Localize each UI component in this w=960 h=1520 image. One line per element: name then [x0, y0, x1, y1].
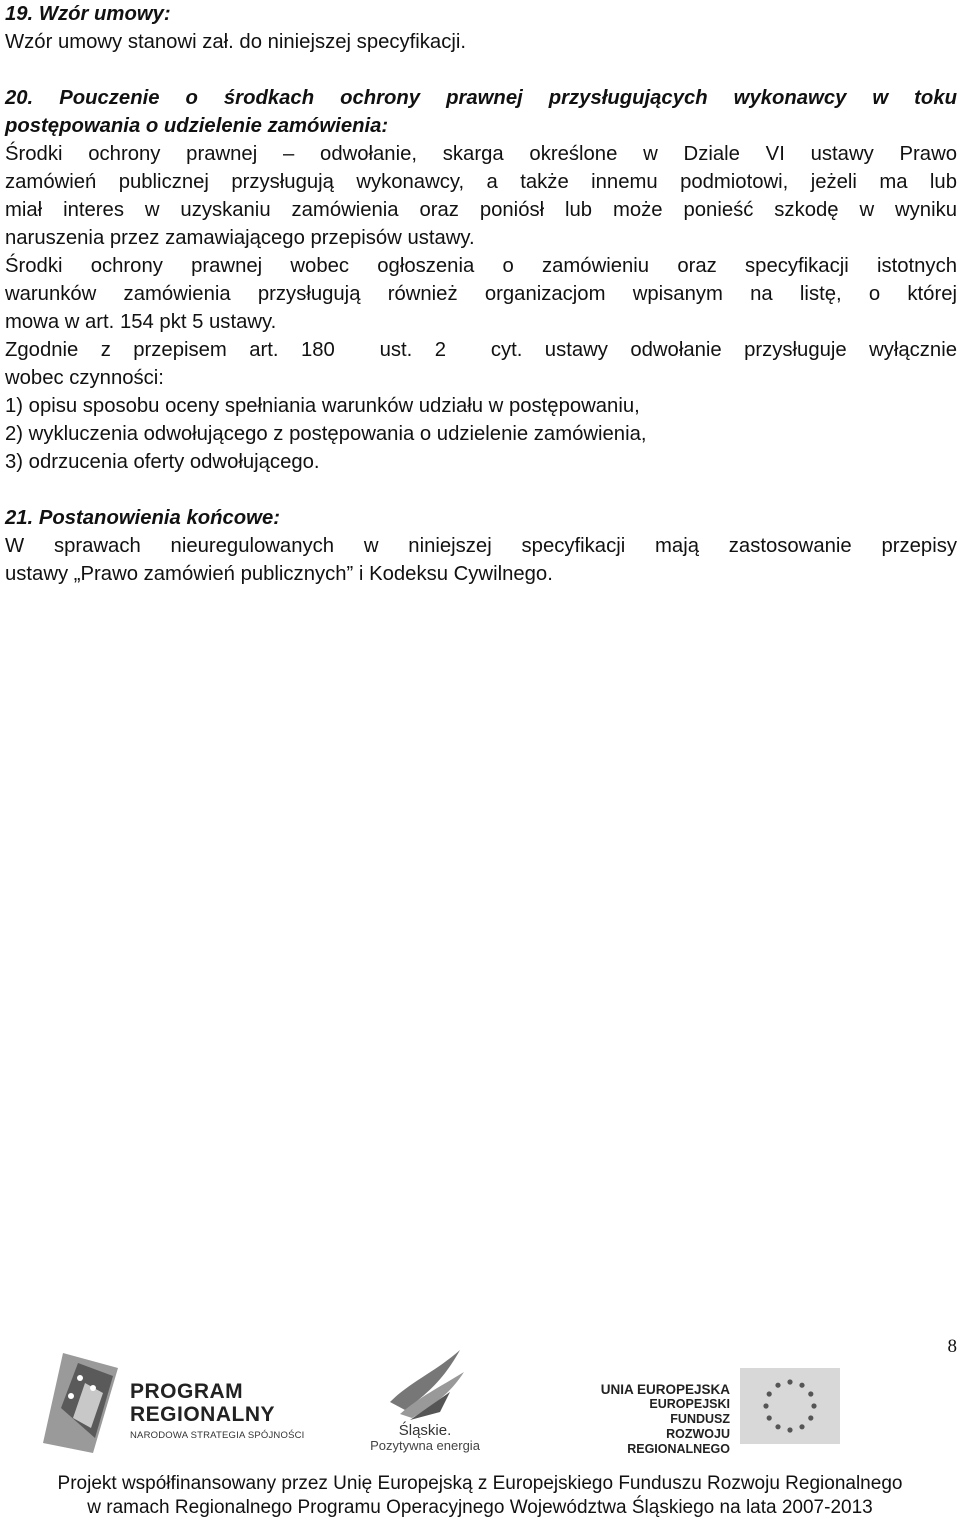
paragraph-appeal	[5, 336, 957, 392]
program-line: REGIONALNY	[130, 1403, 276, 1426]
eu-line: EUROPEJSKI FUNDUSZ	[649, 1397, 730, 1426]
list-item: 1) opisu sposobu oceny spełniania warunków udziału w postępowaniu,	[5, 395, 640, 417]
eu-logo	[590, 1338, 920, 1470]
logo-bar	[25, 1338, 925, 1470]
page-footer	[0, 1472, 960, 1520]
paragraph-line: naruszenia przez zamawiającego przepisów ustawy.	[5, 227, 475, 249]
slaskie-tagline: Pozytywna energia	[370, 1438, 480, 1453]
program-line: PROGRAM	[130, 1380, 244, 1403]
paragraph-line: zamówień publicznej przysługują wykonawcy, a także innemu podmiotowi, jeżeli ma lub	[5, 171, 957, 193]
program-regionalny-text	[130, 1380, 275, 1426]
section-20-heading-line: 20. Pouczenie o środkach ochrony prawnej przysługujących wykonawcy w toku	[5, 87, 957, 109]
paragraph-line: ustawy „Prawo zamówień publicznych” i Kodeksu Cywilnego.	[5, 563, 553, 585]
eu-text	[590, 1382, 730, 1457]
paragraph-line: mowa w art. 154 pkt 5 ustawy.	[5, 311, 277, 333]
program-regionalny-logo	[25, 1338, 325, 1470]
paragraph-line: Zgodnie z przepisem art. 180 ust. 2 cyt. ustawy odwołanie przysługuje wyłącznie	[5, 339, 957, 361]
list-item: 3) odrzucenia oferty odwołującego.	[5, 451, 320, 473]
footer-line: Projekt współfinansowany przez Unię Europejską z Europejskiego Funduszu Rozwoju Regionalnego	[57, 1473, 903, 1494]
paragraph-line: Środki ochrony prawnej – odwołanie, skarga określone w Dziale VI ustawy Prawo	[5, 143, 957, 165]
program-regionalny-emblem-icon	[33, 1348, 123, 1458]
program-regionalny-subtitle: NARODOWA STRATEGIA SPÓJNOŚCI	[130, 1430, 305, 1441]
section-21-heading: 21. Postanowienia końcowe:	[5, 507, 280, 529]
slaskie-bird-icon	[380, 1342, 470, 1422]
page-number: 8	[947, 1336, 957, 1357]
document-body	[5, 0, 957, 588]
section-20-heading	[5, 84, 957, 140]
eu-line: UNIA EUROPEJSKA	[600, 1382, 730, 1397]
footer-line: w ramach Regionalnego Programu Operacyjnego Województwa Śląskiego na lata 2007-2013	[87, 1497, 873, 1518]
paragraph-line: wobec czynności:	[5, 367, 164, 389]
section-19-heading: 19. Wzór umowy:	[5, 3, 171, 25]
paragraph-line: warunków zamówienia przysługują również organizacjom wpisanym na listę, o której	[5, 283, 957, 305]
paragraph-line: Środki ochrony prawnej wobec ogłoszenia o zamówieniu oraz specyfikacji istotnych	[5, 255, 957, 277]
paragraph-remedies	[5, 140, 957, 252]
paragraph-line: miał interes w uzyskaniu zamówienia oraz poniósł lub może ponieść szkodę w wyniku	[5, 199, 957, 221]
section-20-heading-line: postępowania o udzielenie zamówienia:	[5, 115, 389, 137]
slaskie-name: Śląskie.	[398, 1422, 452, 1439]
paragraph-line: W sprawach nieuregulowanych w niniejszej specyfikacji mają zastosowanie przepisy	[5, 535, 957, 557]
eu-flag-icon	[740, 1368, 840, 1444]
eu-line: ROZWOJU REGIONALNEGO	[627, 1427, 730, 1456]
section-19-text: Wzór umowy stanowi zał. do niniejszej specyfikacji.	[5, 31, 467, 53]
paragraph-organizations	[5, 252, 957, 336]
paragraph-final	[5, 532, 957, 588]
list-item: 2) wykluczenia odwołującego z postępowania o udzielenie zamówienia,	[5, 423, 647, 445]
appeal-list	[5, 392, 957, 476]
slaskie-logo	[355, 1338, 495, 1470]
